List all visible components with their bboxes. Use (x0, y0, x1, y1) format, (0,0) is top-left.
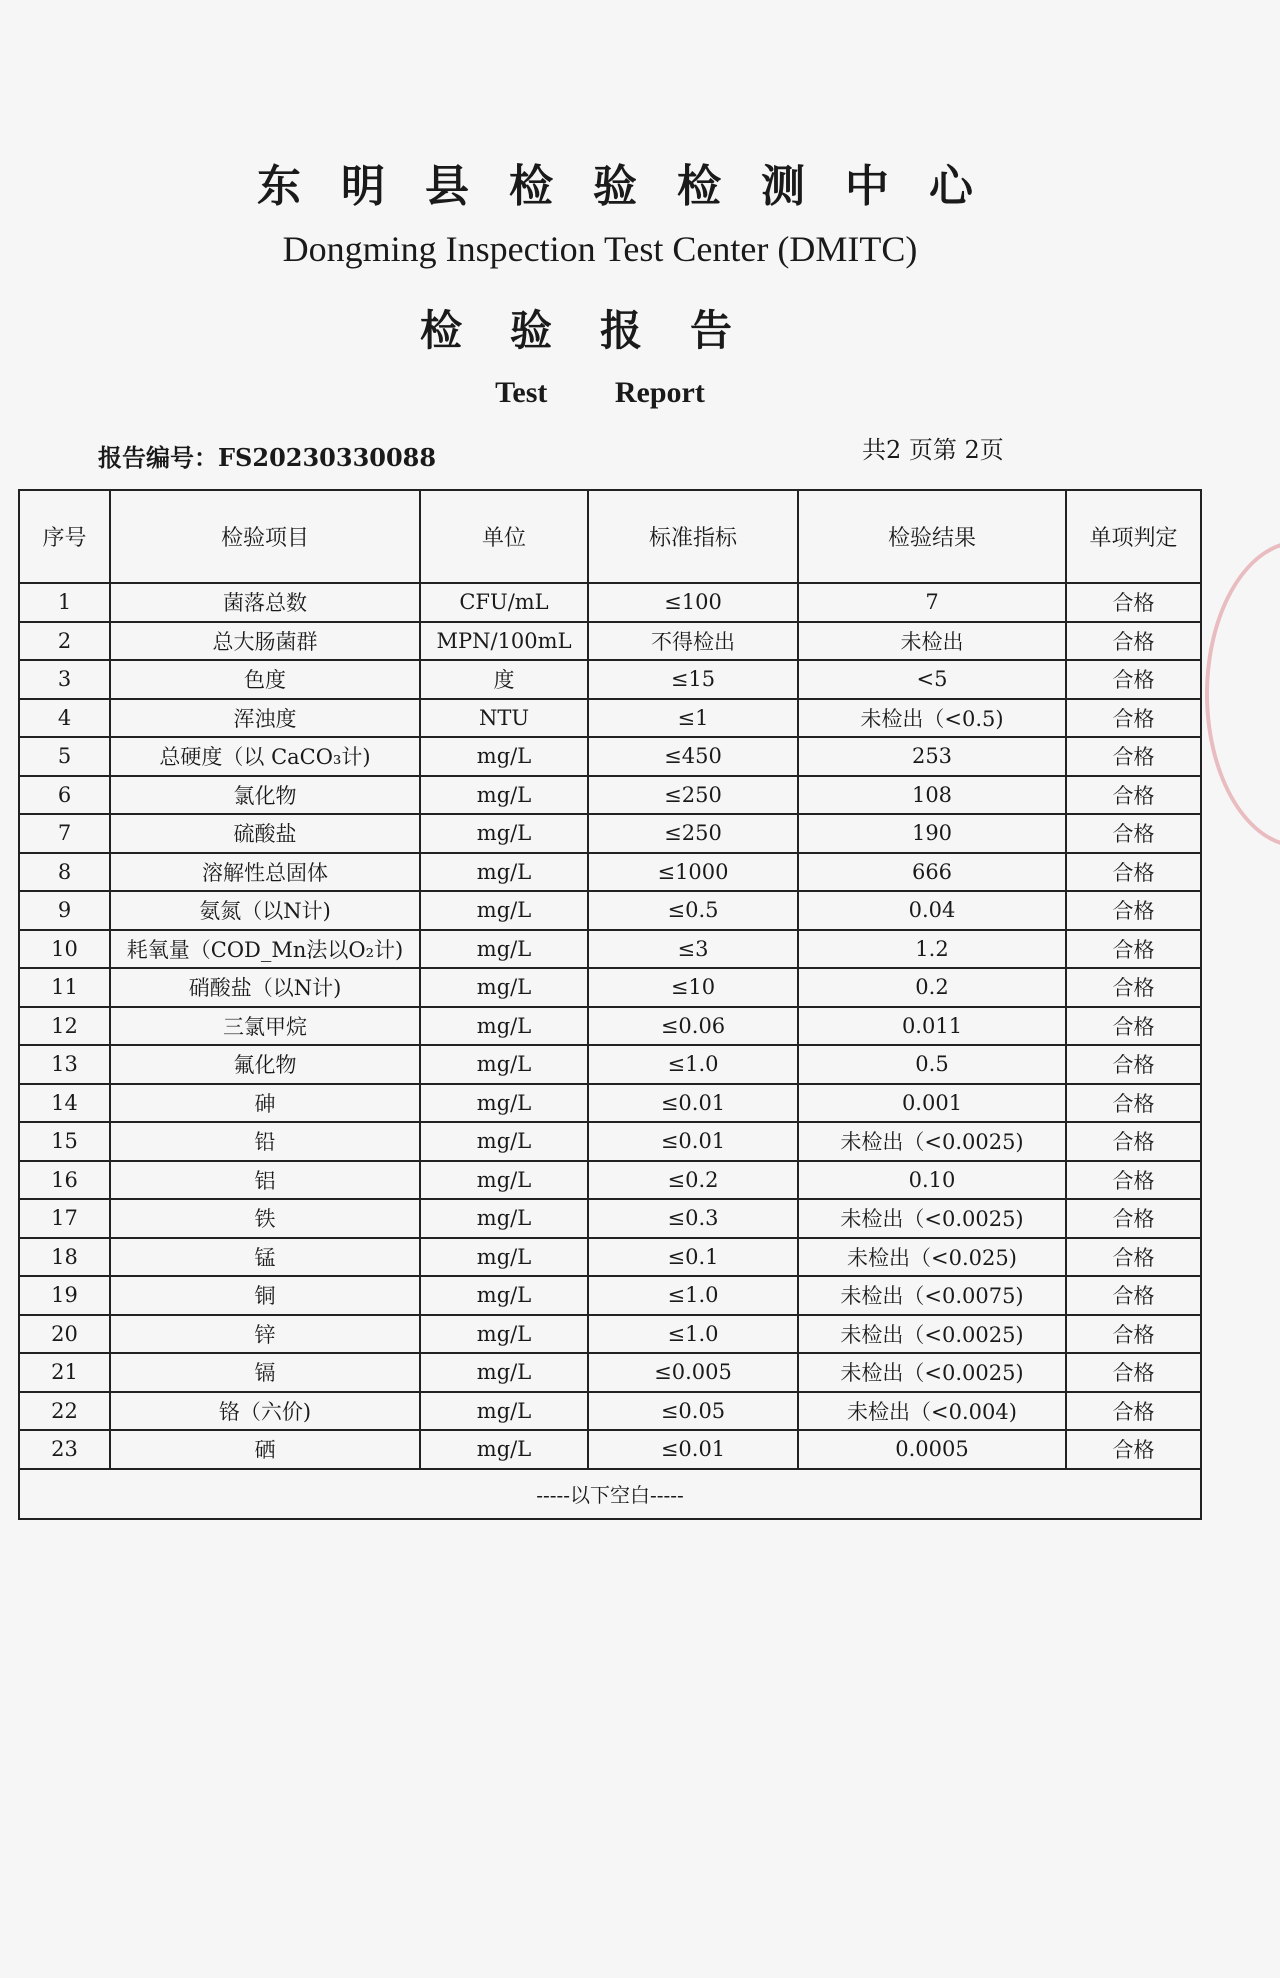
cell-standard: ≤250 (588, 776, 798, 815)
cell-judgement: 合格 (1066, 737, 1201, 776)
cell-unit: mg/L (420, 1392, 588, 1431)
cell-item: 硝酸盐（以N计) (110, 968, 420, 1007)
cell-standard: ≤0.01 (588, 1122, 798, 1161)
cell-result: 0.04 (798, 891, 1066, 930)
cell-standard: ≤0.05 (588, 1392, 798, 1431)
cell-no: 23 (19, 1430, 110, 1469)
cell-unit: mg/L (420, 776, 588, 815)
seal-stamp (1205, 540, 1280, 848)
table-row (19, 776, 1201, 815)
results-table (18, 489, 1202, 1520)
cell-result: 0.2 (798, 968, 1066, 1007)
cell-unit: mg/L (420, 1353, 588, 1392)
cell-unit: mg/L (420, 1276, 588, 1315)
cell-result: 未检出（<0.025) (798, 1238, 1066, 1277)
table-row (19, 814, 1201, 853)
cell-result: 未检出（<0.0025) (798, 1353, 1066, 1392)
cell-result: 未检出 (798, 622, 1066, 661)
cell-unit: mg/L (420, 1045, 588, 1084)
cell-judgement: 合格 (1066, 1315, 1201, 1354)
cell-result: 未检出（<0.5) (798, 699, 1066, 738)
cell-standard: ≤10 (588, 968, 798, 1007)
table-row (19, 660, 1201, 699)
cell-item: 砷 (110, 1084, 420, 1123)
cell-standard: ≤1.0 (588, 1315, 798, 1354)
cell-standard: ≤1000 (588, 853, 798, 892)
report-title-cn: 检验报告 (419, 306, 780, 355)
col-header-item: 检验项目 (110, 490, 420, 583)
cell-no: 11 (19, 968, 110, 1007)
cell-result: 未检出（<0.0025) (798, 1122, 1066, 1161)
cell-item: 铝 (110, 1161, 420, 1200)
cell-result: 未检出（<0.004) (798, 1392, 1066, 1431)
cell-unit: mg/L (420, 968, 588, 1007)
cell-no: 10 (19, 930, 110, 969)
cell-unit: mg/L (420, 1122, 588, 1161)
cell-no: 15 (19, 1122, 110, 1161)
cell-unit: mg/L (420, 1007, 588, 1046)
cell-no: 13 (19, 1045, 110, 1084)
col-header-judgement: 单项判定 (1066, 490, 1201, 583)
cell-no: 20 (19, 1315, 110, 1354)
cell-item: 菌落总数 (110, 583, 420, 622)
cell-judgement: 合格 (1066, 1276, 1201, 1315)
cell-result: 7 (798, 583, 1066, 622)
cell-no: 12 (19, 1007, 110, 1046)
cell-item: 铁 (110, 1199, 420, 1238)
cell-unit: 度 (420, 660, 588, 699)
cell-item: 总硬度（以 CaCO₃计) (110, 737, 420, 776)
cell-no: 21 (19, 1353, 110, 1392)
cell-judgement: 合格 (1066, 1238, 1201, 1277)
cell-no: 4 (19, 699, 110, 738)
cell-judgement: 合格 (1066, 583, 1201, 622)
cell-item: 氯化物 (110, 776, 420, 815)
cell-standard: ≤100 (588, 583, 798, 622)
table-row (19, 1430, 1201, 1469)
cell-no: 7 (19, 814, 110, 853)
cell-item: 铅 (110, 1122, 420, 1161)
cell-no: 17 (19, 1199, 110, 1238)
cell-item: 浑浊度 (110, 699, 420, 738)
cell-result: 0.0005 (798, 1430, 1066, 1469)
table-row (19, 1392, 1201, 1431)
cell-no: 9 (19, 891, 110, 930)
table-row (19, 737, 1201, 776)
cell-result: 未检出（<0.0025) (798, 1199, 1066, 1238)
cell-result: 未检出（<0.0025) (798, 1315, 1066, 1354)
cell-standard: ≤0.06 (588, 1007, 798, 1046)
cell-item: 耗氧量（COD_Mn法以O₂计) (110, 930, 420, 969)
cell-item: 硒 (110, 1430, 420, 1469)
cell-result: 未检出（<0.0075) (798, 1276, 1066, 1315)
cell-standard: ≤0.01 (588, 1084, 798, 1123)
table-row (19, 968, 1201, 1007)
cell-judgement: 合格 (1066, 622, 1201, 661)
cell-unit: mg/L (420, 1238, 588, 1277)
cell-no: 16 (19, 1161, 110, 1200)
table-row (19, 853, 1201, 892)
cell-item: 铬（六价) (110, 1392, 420, 1431)
cell-judgement: 合格 (1066, 968, 1201, 1007)
cell-judgement: 合格 (1066, 1045, 1201, 1084)
center-name-cn: 东明县检验检测中心 (257, 161, 1013, 212)
col-header-unit: 单位 (420, 490, 588, 583)
cell-judgement: 合格 (1066, 1007, 1201, 1046)
cell-item: 氨氮（以N计) (110, 891, 420, 930)
cell-standard: ≤250 (588, 814, 798, 853)
cell-judgement: 合格 (1066, 1199, 1201, 1238)
cell-judgement: 合格 (1066, 776, 1201, 815)
cell-unit: mg/L (420, 891, 588, 930)
cell-unit: mg/L (420, 737, 588, 776)
cell-judgement: 合格 (1066, 1084, 1201, 1123)
table-row (19, 1199, 1201, 1238)
cell-result: 1.2 (798, 930, 1066, 969)
table-row (19, 1122, 1201, 1161)
cell-judgement: 合格 (1066, 1392, 1201, 1431)
cell-unit: mg/L (420, 1430, 588, 1469)
cell-unit: NTU (420, 699, 588, 738)
cell-no: 22 (19, 1392, 110, 1431)
cell-result: 0.5 (798, 1045, 1066, 1084)
table-row (19, 1315, 1201, 1354)
cell-item: 氟化物 (110, 1045, 420, 1084)
cell-result: 666 (798, 853, 1066, 892)
cell-unit: mg/L (420, 1199, 588, 1238)
cell-result: 190 (798, 814, 1066, 853)
cell-standard: ≤450 (588, 737, 798, 776)
cell-no: 5 (19, 737, 110, 776)
cell-standard: ≤3 (588, 930, 798, 969)
cell-standard: ≤15 (588, 660, 798, 699)
table-row (19, 930, 1201, 969)
cell-judgement: 合格 (1066, 660, 1201, 699)
cell-judgement: 合格 (1066, 699, 1201, 738)
table-row (19, 583, 1201, 622)
cell-judgement: 合格 (1066, 1353, 1201, 1392)
report-title-en: Test Report (495, 376, 705, 409)
cell-unit: mg/L (420, 1084, 588, 1123)
cell-unit: MPN/100mL (420, 622, 588, 661)
cell-no: 14 (19, 1084, 110, 1123)
cell-unit: mg/L (420, 1315, 588, 1354)
col-header-no: 序号 (19, 490, 110, 583)
table-row (19, 1084, 1201, 1123)
cell-item: 锌 (110, 1315, 420, 1354)
cell-unit: CFU/mL (420, 583, 588, 622)
center-name-en: Dongming Inspection Test Center (DMITC) (282, 229, 918, 269)
cell-unit: mg/L (420, 930, 588, 969)
cell-result: <5 (798, 660, 1066, 699)
cell-judgement: 合格 (1066, 1430, 1201, 1469)
cell-item: 色度 (110, 660, 420, 699)
cell-judgement: 合格 (1066, 853, 1201, 892)
cell-unit: mg/L (420, 814, 588, 853)
cell-standard: ≤0.5 (588, 891, 798, 930)
cell-judgement: 合格 (1066, 1161, 1201, 1200)
table-row (19, 1353, 1201, 1392)
cell-standard: ≤1.0 (588, 1045, 798, 1084)
cell-item: 三氯甲烷 (110, 1007, 420, 1046)
blank-row (19, 1469, 1201, 1519)
table-row (19, 622, 1201, 661)
cell-unit: mg/L (420, 1161, 588, 1200)
cell-standard: ≤1.0 (588, 1276, 798, 1315)
table-header-row (19, 490, 1201, 583)
cell-standard: ≤1 (588, 699, 798, 738)
cell-no: 8 (19, 853, 110, 892)
cell-item: 铜 (110, 1276, 420, 1315)
blank-note: -----以下空白----- (19, 1469, 1201, 1519)
table-row (19, 1161, 1201, 1200)
cell-result: 0.001 (798, 1084, 1066, 1123)
cell-no: 18 (19, 1238, 110, 1277)
table-row (19, 1007, 1201, 1046)
table-row (19, 699, 1201, 738)
col-header-result: 检验结果 (798, 490, 1066, 583)
page-count: 共2 页第 2页 (862, 436, 1004, 464)
table-row (19, 1238, 1201, 1277)
col-header-standard: 标准指标 (588, 490, 798, 583)
table-body (19, 583, 1201, 1469)
cell-standard: 不得检出 (588, 622, 798, 661)
cell-standard: ≤0.2 (588, 1161, 798, 1200)
cell-judgement: 合格 (1066, 814, 1201, 853)
cell-standard: ≤0.3 (588, 1199, 798, 1238)
cell-item: 溶解性总固体 (110, 853, 420, 892)
cell-item: 硫酸盐 (110, 814, 420, 853)
cell-no: 6 (19, 776, 110, 815)
cell-item: 镉 (110, 1353, 420, 1392)
cell-unit: mg/L (420, 853, 588, 892)
cell-judgement: 合格 (1066, 930, 1201, 969)
cell-standard: ≤0.1 (588, 1238, 798, 1277)
cell-result: 0.011 (798, 1007, 1066, 1046)
cell-no: 2 (19, 622, 110, 661)
cell-judgement: 合格 (1066, 1122, 1201, 1161)
cell-no: 1 (19, 583, 110, 622)
cell-standard: ≤0.005 (588, 1353, 798, 1392)
cell-item: 总大肠菌群 (110, 622, 420, 661)
table-row (19, 1045, 1201, 1084)
cell-standard: ≤0.01 (588, 1430, 798, 1469)
cell-judgement: 合格 (1066, 891, 1201, 930)
cell-result: 253 (798, 737, 1066, 776)
cell-result: 108 (798, 776, 1066, 815)
cell-no: 3 (19, 660, 110, 699)
report-number: 报告编号：FS20230330088 (98, 443, 437, 472)
cell-item: 锰 (110, 1238, 420, 1277)
table-row (19, 1276, 1201, 1315)
table-row (19, 891, 1201, 930)
cell-no: 19 (19, 1276, 110, 1315)
cell-result: 0.10 (798, 1161, 1066, 1200)
